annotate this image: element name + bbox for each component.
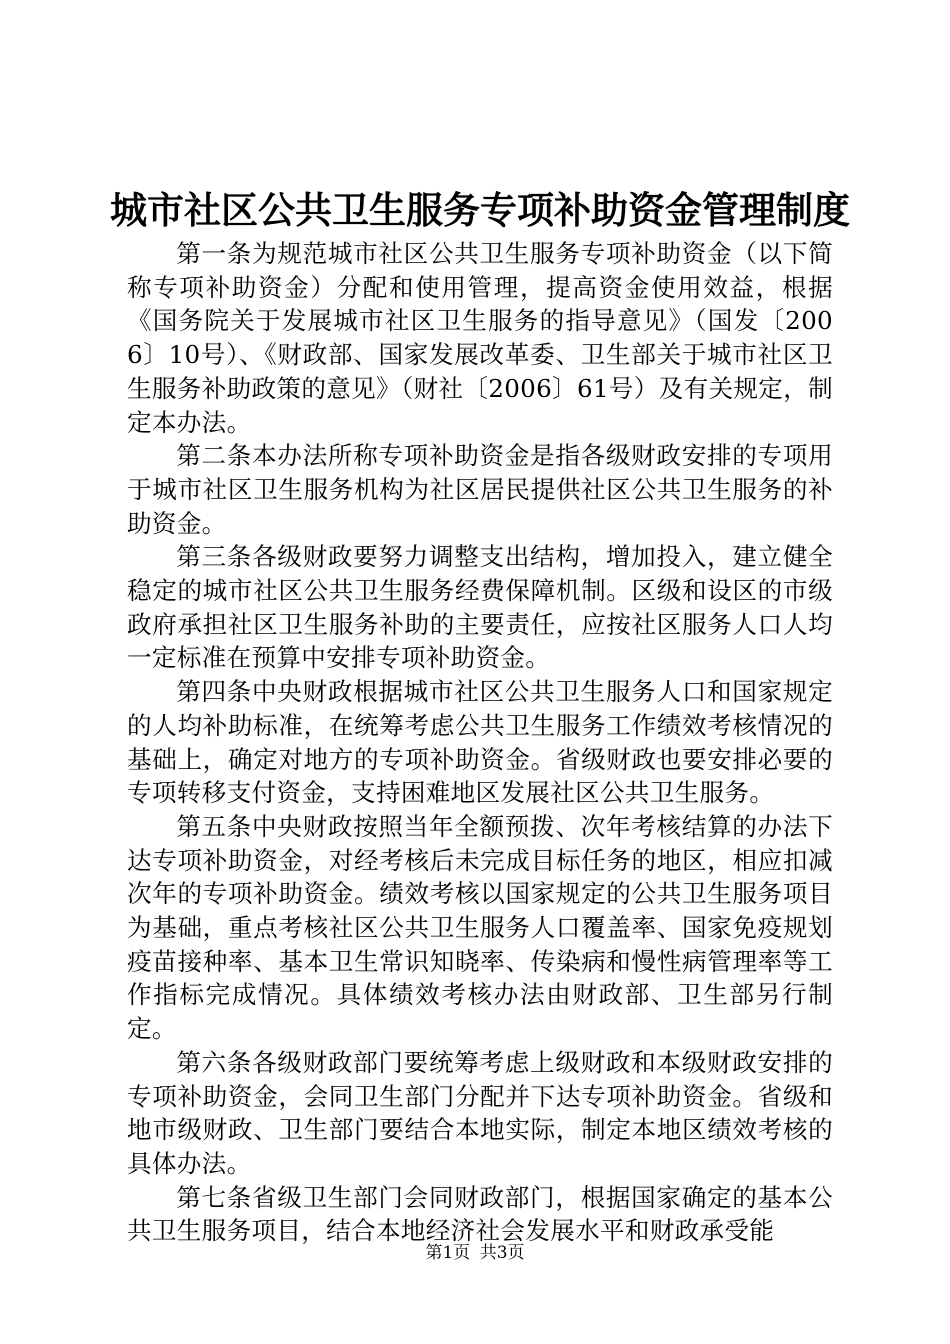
article-5-paragraph: 第五条中央财政按照当年全额预拨、次年考核结算的办法下达专项补助资金，对经考核后未完成目标任务的地区，相应扣减次年的专项补助资金。绩效考核以国家规定的公共卫生服务项目为基础，重点考核社区公共卫生服务人口覆盖率、国家免疫规划疫苗接种率、基本卫生常识知晓率、传染病和慢性病管理率等工作指标完成情况。具体绩效考核办法由财政部、卫生部另行制定。	[127, 811, 833, 1044]
page-total: 共3页	[479, 1243, 525, 1263]
page-footer	[0, 1241, 950, 1265]
document-body	[127, 237, 833, 1248]
document-title: 城市社区公共卫生服务专项补助资金管理制度	[110, 188, 850, 232]
article-1-paragraph: 第一条为规范城市社区公共卫生服务专项补助资金（以下简称专项补助资金）分配和使用管理，提高资金使用效益，根据《国务院关于发展城市社区卫生服务的指导意见》（国发〔2006〕10号）、《财政部、国家发展改革委、卫生部关于城市社区卫生服务补助政策的意见》（财社〔2006〕61号）及有关规定，制定本办法。	[127, 239, 833, 437]
article-6-paragraph: 第六条各级财政部门要统筹考虑上级财政和本级财政安排的专项补助资金，会同卫生部门分配并下达专项补助资金。省级和地市级财政、卫生部门要结合本地实际，制定本地区绩效考核的具体办法。	[127, 1047, 833, 1178]
article-7-paragraph: 第七条省级卫生部门会同财政部门，根据国家确定的基本公共卫生服务项目，结合本地经济社会发展水平和财政承受能	[127, 1182, 833, 1246]
article-2-paragraph: 第二条本办法所称专项补助资金是指各级财政安排的专项用于城市社区卫生服务机构为社区居民提供社区公共卫生服务的补助资金。	[127, 441, 833, 538]
page-number: 第1页	[425, 1243, 471, 1263]
article-4-paragraph: 第四条中央财政根据城市社区公共卫生服务人口和国家规定的人均补助标准，在统筹考虑公共卫生服务工作绩效考核情况的基础上，确定对地方的专项补助资金。省级财政也要安排必要的专项转移支付资金，支持困难地区发展社区公共卫生服务。	[127, 677, 833, 808]
article-3-paragraph: 第三条各级财政要努力调整支出结构，增加投入，建立健全稳定的城市社区公共卫生服务经费保障机制。区级和设区的市级政府承担社区卫生服务补助的主要责任，应按社区服务人口人均一定标准在预算中安排专项补助资金。	[127, 542, 833, 673]
